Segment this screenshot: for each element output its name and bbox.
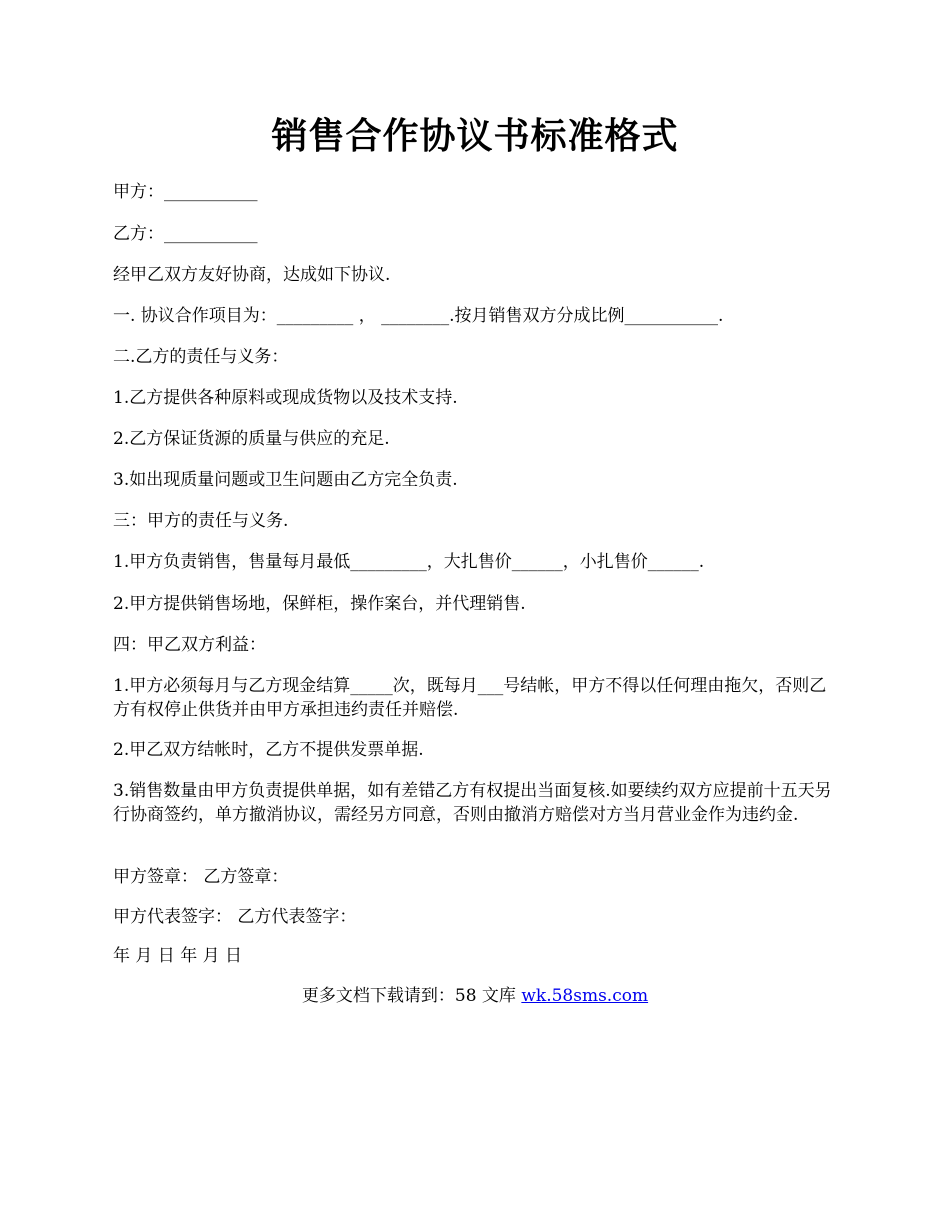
party-a-line: 甲方：___________ — [113, 182, 258, 202]
party-b-line: 乙方：___________ — [113, 224, 258, 244]
section-4-item-1: 1.甲方必须每月与乙方现金结算_____次，既每月___号结帐，甲方不得以任何理由拖欠，否则乙方有权停止供货并由甲方承担违约责任并赔偿. — [113, 676, 827, 720]
section-3-heading: 三：甲方的责任与义务. — [113, 511, 289, 531]
section-3-item-2: 2.甲方提供销售场地，保鲜柜，操作案台，并代理销售. — [113, 594, 526, 614]
section-2-heading: 二.乙方的责任与义务： — [113, 347, 289, 367]
section-2-item-2: 2.乙方保证货源的质量与供应的充足. — [113, 429, 390, 449]
footer — [0, 984, 950, 1008]
section-2-item-3: 3.如出现质量问题或卫生问题由乙方完全负责. — [113, 470, 458, 490]
section-4-item-2: 2.甲乙双方结帐时，乙方不提供发票单据. — [113, 740, 424, 760]
seal-line: 甲方签章： 乙方签章： — [113, 867, 289, 887]
section-4-item-3: 3.销售数量由甲方负责提供单据，如有差错乙方有权提出当面复核.如要续约双方应提前十五天另行协商签约，单方撤消协议，需经另方同意，否则由撤消方赔偿对方当月营业金作为违约金. — [113, 781, 832, 825]
document-title: 销售合作协议书标准格式 — [271, 115, 679, 157]
section-1-paragraph: 一. 协议合作项目为：_________ ， ________.按月销售双方分成比例___________. — [113, 306, 724, 326]
footer-text: 更多文档下载请到：58 文库 — [301, 986, 522, 1006]
footer-link[interactable]: wk.58sms.com — [521, 986, 649, 1006]
section-2-item-1: 1.乙方提供各种原料或现成货物以及技术支持. — [113, 388, 458, 408]
section-3-item-1: 1.甲方负责销售，售量每月最低_________，大扎售价______，小扎售价______. — [113, 552, 705, 572]
date-line: 年 月 日 年 月 日 — [113, 946, 243, 966]
section-4-heading: 四：甲乙双方利益： — [113, 635, 266, 655]
representative-signature-line: 甲方代表签字： 乙方代表签字： — [113, 907, 357, 927]
intro-paragraph: 经甲乙双方友好协商，达成如下协议. — [113, 265, 391, 285]
